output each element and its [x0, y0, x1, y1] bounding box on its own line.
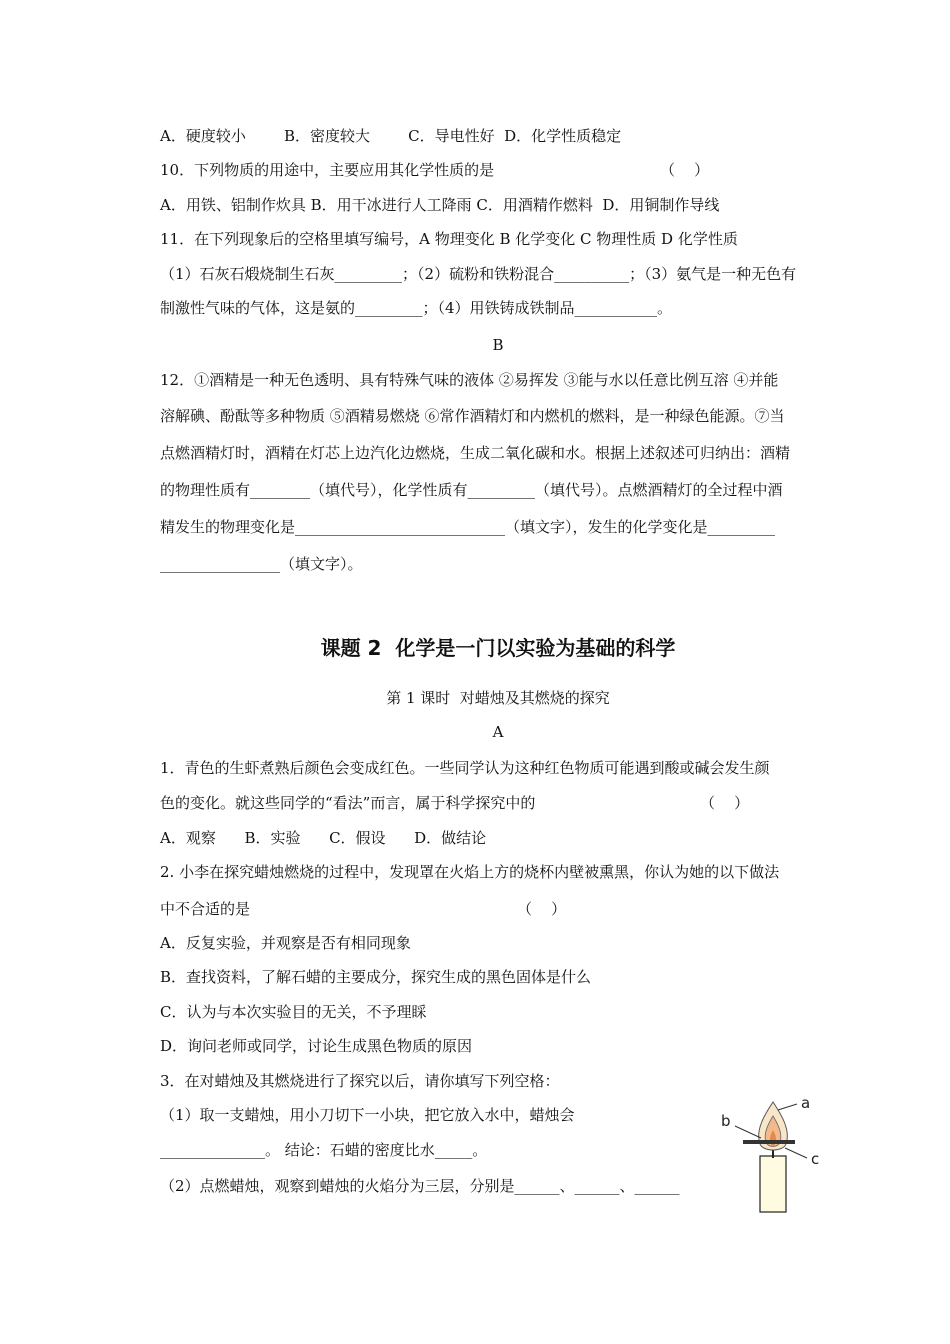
q12-line: 点燃酒精灯时，酒精在灯芯上边汽化边燃烧，生成二氧化碳和水。根据上述叙述可归纳出：酒精 [160, 444, 791, 462]
label-b: b [721, 1112, 731, 1130]
q10-options: A．用铁、铝制作炊具 B．用干冰进行人工降雨 C．用酒精作燃料 D．用铜制作导线 [160, 196, 720, 214]
q9-options: A．硬度较小 B．密度较大 C．导电性好 D．化学性质稳定 [160, 127, 622, 145]
q2-option: D．询问老师或同学，讨论生成黑色物质的原因 [160, 1037, 473, 1055]
matchstick [743, 1140, 795, 1144]
lesson-subtitle: 第 1 课时 对蜡烛及其燃烧的探究 [386, 689, 610, 707]
q1-line-1: 1．青色的生虾煮熟后颜色会变成红色。一些同学认为这种红色物质可能遇到酸或碱会发生颜 [160, 759, 770, 777]
q2-line-2: 中不合适的是 [160, 900, 251, 918]
q1-options: A．观察 B．实验 C．假设 D．做结论 [160, 829, 487, 847]
q1-line-2: 色的变化。就这些同学的“看法”而言，属于科学探究中的 [160, 794, 536, 812]
q1-answer-paren: （ ） [700, 794, 750, 812]
label-line-c [785, 1148, 807, 1158]
candle-flame-figure [715, 1092, 825, 1217]
q2-answer-paren: （ ） [517, 900, 567, 918]
level-b-heading: B [492, 336, 504, 354]
q12-line: 的物理性质有________（填代号），化学性质有_________（填代号）。点燃酒精灯的全过程中酒 [160, 481, 783, 499]
label-line-b [735, 1126, 761, 1138]
label-c: c [811, 1150, 820, 1168]
q3-part1-line-2: ______________。 结论：石蜡的密度比水_____。 [160, 1141, 488, 1159]
q12-line: 精发生的物理变化是____________________________（填文字），发生的化学变化是_________ [160, 518, 776, 536]
q10-answer-paren: （ ） [660, 161, 710, 179]
q2-option: C．认为与本次实验目的无关，不予理睬 [160, 1003, 427, 1021]
q2-line-1: 2. 小李在探究蜡烛燃烧的过程中，发现罩在火焰上方的烧杯内壁被熏黑，你认为她的以下做法 [160, 863, 780, 881]
q12-line: 12．①酒精是一种无色透明、具有特殊气味的液体 ②易挥发 ③能与水以任意比例互溶 ④并能 [160, 371, 779, 389]
label-line-a [778, 1104, 797, 1110]
lesson-title: 课题 2 化学是一门以实验为基础的科学 [320, 636, 676, 660]
q2-option: A．反复实验，并观察是否有相同现象 [160, 934, 411, 952]
q12-line: 溶解碘、酚酞等多种物质 ⑤酒精易燃烧 ⑥常作酒精灯和内燃机的燃料，是一种绿色能源。⑦当 [160, 407, 785, 425]
q10-stem: 10．下列物质的用途中，主要应用其化学性质的是 [160, 161, 495, 179]
level-a-heading: A [492, 723, 504, 741]
q11-line-2: （1）石灰石煅烧制生石灰_________；（2）硫粉和铁粉混合__________；（3）氨气是一种无色有 [160, 265, 797, 283]
label-a: a [801, 1094, 811, 1112]
q2-option: B．查找资料，了解石蜡的主要成分，探究生成的黑色固体是什么 [160, 968, 592, 986]
q3-stem: 3．在对蜡烛及其燃烧进行了探究以后，请你填写下列空格： [160, 1072, 560, 1090]
q3-part1-line-1: （1）取一支蜡烛，用小刀切下一小块，把它放入水中，蜡烛会 [160, 1106, 575, 1124]
candle-body [760, 1156, 786, 1212]
q3-part2: （2）点燃蜡烛，观察到蜡烛的火焰分为三层，分别是______、______、______ [160, 1177, 680, 1195]
q12-line: ________________（填文字）。 [160, 555, 363, 573]
q11-line-3: 制激性气味的气体，这是氨的_________；（4）用铁铸成铁制品___________。 [160, 299, 673, 317]
q11-stem: 11．在下列现象后的空格里填写编号，A 物理变化 B 化学变化 C 物理性质 D 化学性质 [160, 230, 738, 248]
